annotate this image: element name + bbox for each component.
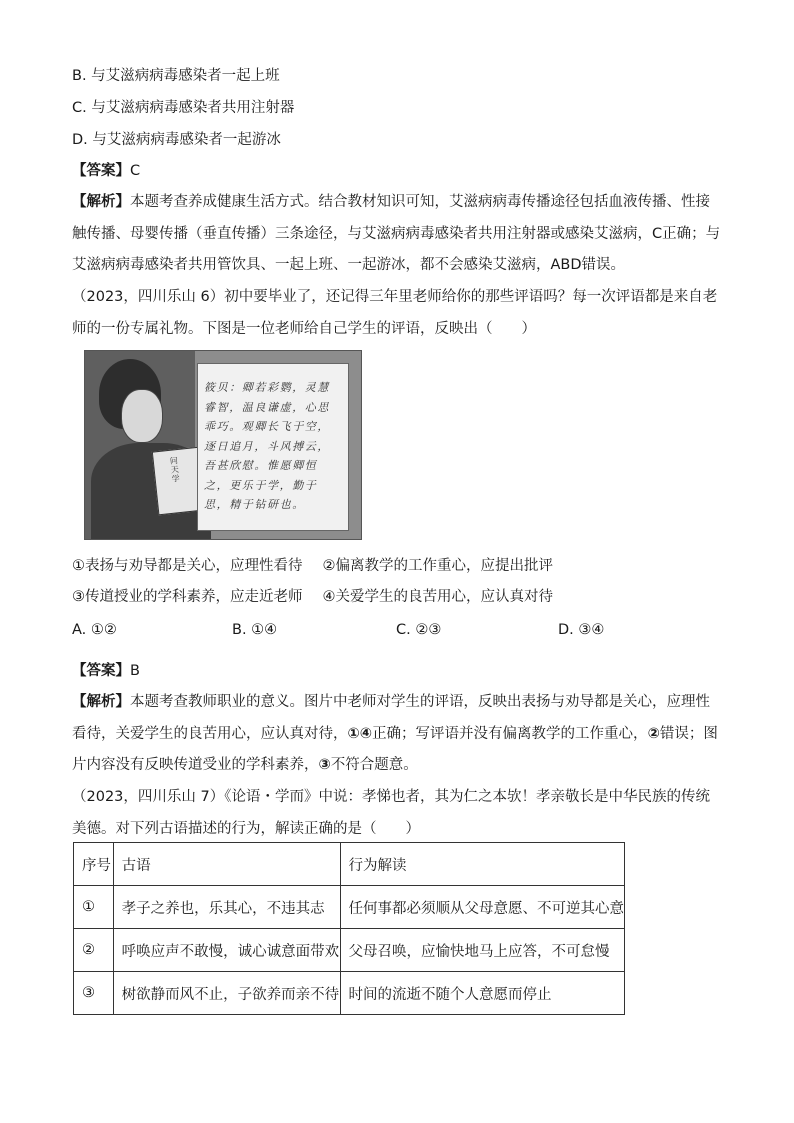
analysis-q6 [72,687,724,782]
row-index: ② [74,929,114,972]
question-stem-q6: （2023，四川乐山 6）初中要毕业了，还记得三年里老师给你的那些评语吗？每一次评语都是来自老师的一份专属礼物。下图是一位老师给自己学生的评语，反映出（ ） [72,289,718,337]
header-quote: 古语 [113,843,340,886]
row-interpretation: 父母召唤，应愉快地马上应答，不可怠慢 [340,929,625,972]
answer-tag: 【答案】 [72,163,130,179]
analysis-tag: 【解析】 [72,194,130,210]
row-quote: 呼唤应声不敢慢，诚心诚意面带欢 [113,929,340,972]
book-title: 问天学 [169,456,181,484]
answer-value: C [130,163,141,179]
analysis-text-2: 正确；写评语并没有偏离教学的工作重心， [372,725,648,742]
analysis-text: 本题考查养成健康生活方式。结合教材知识可知，艾滋病病毒传播途径包括血液传播、性接触传播、母婴传播（垂直传播）三条途径，与艾滋病病毒感染者共用注射器或感染艾滋病，C正确；与艾滋病病毒感染者共用管饮具、一起上班、一起游冰，都不会感染艾滋病，ABD错误。 [72,194,721,273]
analysis-mark-3: ③ [318,757,331,773]
row-interpretation: 时间的流逝不随个人意愿而停止 [340,972,625,1015]
classical-quotes-table [73,842,625,1015]
answer-value: B [130,663,140,679]
statement-2: ②偏离教学的工作重心，应提出批评 [322,558,553,574]
header-index: 序号 [74,843,114,886]
statement-4: ④关爱学生的良苦用心，应认真对待 [322,589,553,605]
girl-face-shape [121,389,163,443]
option-c: C. 与艾滋病病毒感染者共用注射器 [72,100,295,116]
row-index: ③ [74,972,114,1015]
teacher-comment-picture [84,350,362,540]
analysis-text-1: 本题考查教师职业的意义。图片中老师对学生的评语，反映出表扬与劝导都是关心，应理性看待，关爱学生的良苦用心，应认真对待， [72,694,710,742]
table-header-row [74,843,625,886]
option-d-q6: D. ③④ [558,622,605,638]
analysis-q5 [72,187,724,282]
question-stem-q7: （2023，四川乐山 7）《论语・学而》中说：孝悌也者，其为仁之本欤！孝亲敬长是中华民族的传统美德。对下列古语描述的行为，解读正确的是（ ） [72,789,710,837]
comment-panel: 筱贝：卿若彩鹦，灵慧睿智，温良谦虚，心思乖巧。观卿长飞于空，逐日追月，斗风搏云，吾甚欣慰。惟愿卿恒之，更乐于学，勤于思，精于钻研也。 [197,363,349,531]
analysis-text-3: 错误；图片内容没有反映传道受业的学科素养， [72,725,718,773]
statement-row-1 [72,556,553,576]
answer-line-q6 [72,661,140,681]
option-c-q6: C. ②③ [396,622,442,638]
answer-line-q5 [72,161,140,181]
option-b: B. 与艾滋病病毒感染者一起上班 [72,68,280,84]
statement-3: ③传道授业的学科素养，应走近老师 [72,589,303,605]
analysis-mark-2: ② [647,725,660,742]
analysis-text-4: 不符合题意。 [330,757,418,773]
analysis-tag: 【解析】 [72,694,130,710]
option-d: D. 与艾滋病病毒感染者一起游冰 [72,132,281,148]
row-interpretation: 任何事都必须顺从父母意愿、不可逆其心意 [340,886,625,929]
option-a: A. ①② [72,622,117,638]
table-row [74,972,625,1015]
table-row [74,929,625,972]
row-index: ① [74,886,114,929]
option-b-q6: B. ①④ [232,622,278,638]
answer-tag: 【答案】 [72,663,130,679]
header-interpretation: 行为解读 [340,843,625,886]
row-quote: 树欲静而风不止，子欲养而亲不待 [113,972,340,1015]
statement-1: ①表扬与劝导都是关心，应理性看待 [72,558,303,574]
table-row [74,886,625,929]
row-quote: 孝子之养也，乐其心，不违其志 [113,886,340,929]
analysis-mark-1: ①④ [347,725,373,742]
statement-row-2 [72,587,553,607]
